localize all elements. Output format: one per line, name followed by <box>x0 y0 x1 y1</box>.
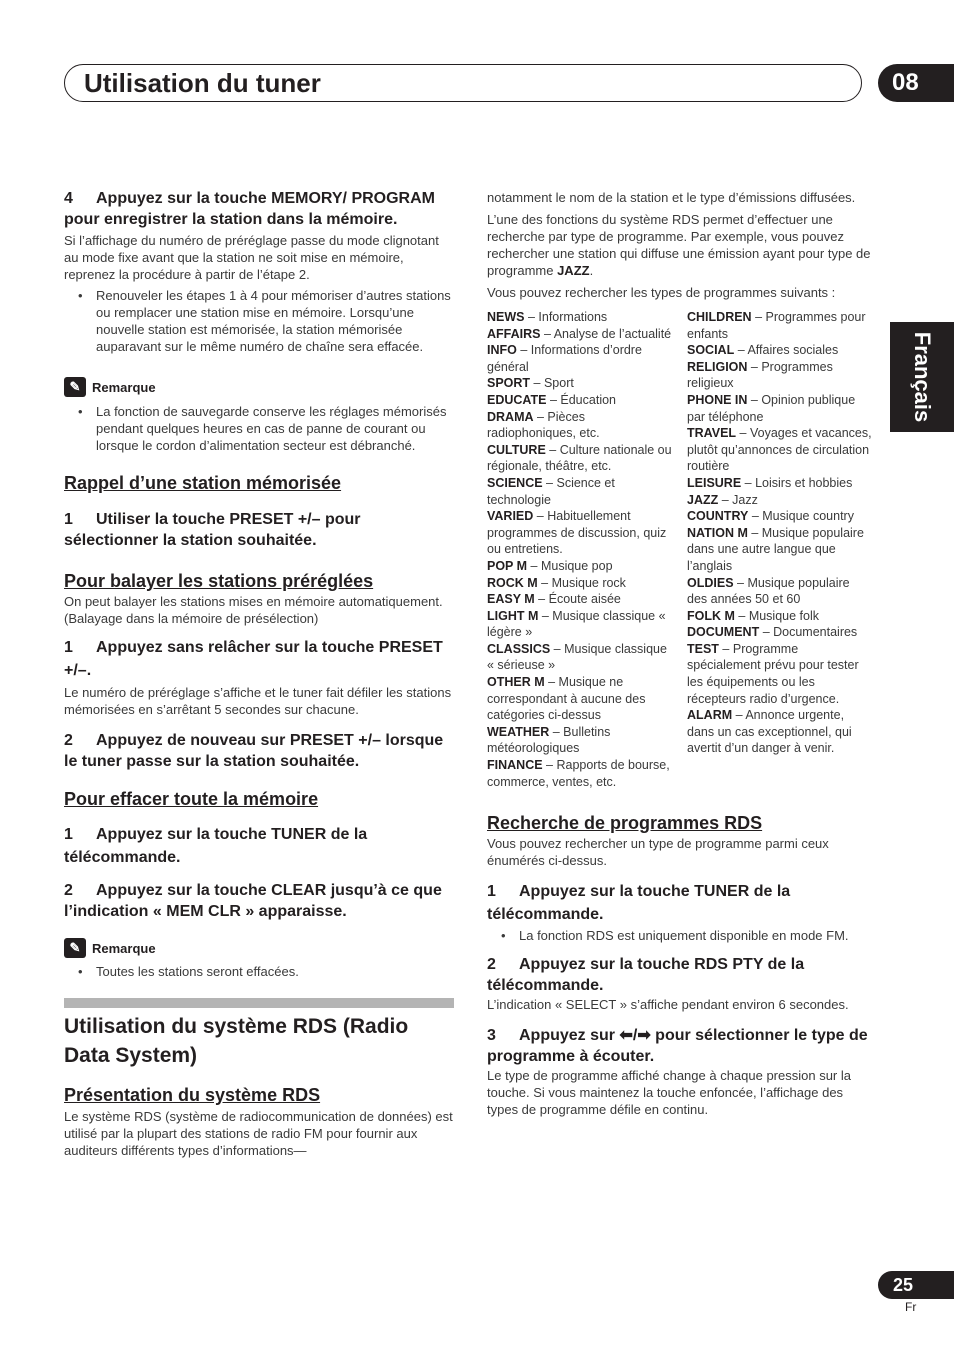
pty-description: – Musique classique « légère » <box>487 608 666 640</box>
pty-code: RELIGION <box>687 359 748 374</box>
note-label: Remarque <box>92 379 156 395</box>
recherche-step-1: 1 Appuyez sur la touche TUNER de la télécommande. <box>487 883 791 924</box>
pty-description: – Musique country <box>748 509 854 524</box>
pty-code: COUNTRY <box>687 509 749 524</box>
pty-description: – Analyse de l’actualité <box>540 326 672 341</box>
pty-description: – Science et technologie <box>487 475 615 507</box>
pty-code: TEST <box>687 641 719 656</box>
pty-description: – Programmes religieux <box>687 359 833 391</box>
pty-code: CHILDREN <box>687 310 752 324</box>
pty-description: – Culture nationale ou régionale, théâtre, etc. <box>487 442 672 474</box>
pty-item <box>487 475 673 508</box>
pty-description: – Musique rock <box>537 575 626 590</box>
page-number: 25 <box>878 1271 954 1299</box>
step-4-body: Si l’affichage du numéro de préréglage passe du mode clignotant au mode fixe avant que la station ne soit mise en mémoire, reprenez la procédure à partir de l’étape 2. <box>64 233 439 282</box>
pty-code: DOCUMENT <box>687 625 760 640</box>
pty-code: OTHER M <box>487 675 545 690</box>
pty-item <box>487 309 673 326</box>
pty-code: ROCK M <box>487 575 538 590</box>
pty-item <box>687 575 873 608</box>
pty-description: – Voyages et vacances, plutôt qu’annonces de circulation routière <box>687 426 872 474</box>
balayer-step-1: 1 Appuyez sans relâcher sur la touche PRESET +/–. <box>64 639 443 679</box>
section-heading-balayer: Pour balayer les stations préréglées <box>64 571 374 591</box>
recherche-step-1-bullets <box>487 927 875 944</box>
pty-item <box>487 442 673 475</box>
recherche-step-3-body: Le type de programme affiché change à chaque pression sur la touche. Si vous maintenez la touche enfoncée, l’affichage des types de programme défile en continu. <box>487 1068 851 1118</box>
note-label: Remarque <box>92 940 156 956</box>
step-4-bullets <box>64 287 454 355</box>
balayer-step-1-body: Le numéro de préréglage s’affiche et le tuner fait défiler les stations mémorisées en s’arrêtant 5 secondes sur chacune. <box>64 685 452 717</box>
rappel-step-1: 1 Utiliser la touche PRESET +/– pour sélectionner la station souhaitée. <box>64 511 361 549</box>
pty-item <box>487 508 673 558</box>
intro-text-2: L’une des fonctions du système RDS permet d’effectuer une recherche par type de programme. Par exemple, vous pouvez rechercher une station qui diffuse une émission ayant pour type de programme JAZZ. <box>487 212 871 278</box>
recherche-step-2-body: L’indication « SELECT » s’affiche pendant environ 6 secondes. <box>487 997 849 1013</box>
pty-item <box>687 641 873 707</box>
pty-item <box>687 492 873 509</box>
pty-code: LIGHT M <box>487 608 539 623</box>
pty-code: WEATHER <box>487 724 550 739</box>
pty-item <box>687 342 873 359</box>
pty-description: – Habituellement programmes de discussion, quiz ou entretiens. <box>487 509 667 557</box>
pty-code: FOLK M <box>687 608 735 623</box>
pty-description: – Programme spécialement prévu pour tester les équipements ou les récepteurs radio d’urgence. <box>687 641 859 706</box>
pty-code: INFO <box>487 343 517 358</box>
pty-code: NEWS <box>487 310 525 324</box>
recherche-step-3: 3 Appuyez sur ⬅/➡ pour sélectionner le type de programme à écouter. <box>487 1027 868 1066</box>
recherche-step-2: 2 Appuyez sur la touche RDS PTY de la télécommande. <box>487 956 805 995</box>
intro-text: notamment le nom de la station et le type d’émissions diffusées. <box>487 190 856 205</box>
pty-description: – Musique folk <box>734 608 819 623</box>
pty-item <box>487 674 673 724</box>
pty-code: CLASSICS <box>487 641 551 656</box>
pty-description: – Musique ne correspondant à aucune des catégories ci-dessus <box>487 675 646 723</box>
left-column <box>64 188 454 1159</box>
note-bullets <box>64 963 454 980</box>
pty-list <box>487 309 875 790</box>
pty-item <box>687 359 873 392</box>
pty-code: OLDIES <box>687 575 734 590</box>
section-heading-recherche: Recherche de programmes RDS <box>487 813 763 834</box>
pty-item <box>687 392 873 425</box>
pty-item <box>487 641 673 674</box>
pencil-icon: ✎ <box>64 377 86 397</box>
list-item: • Toutes les stations seront effacées. <box>64 963 454 980</box>
pty-code: VARIED <box>487 509 534 524</box>
list-item: • La fonction RDS est uniquement disponible en mode FM. <box>487 927 875 944</box>
section-divider <box>64 998 454 1008</box>
note-heading <box>64 377 454 397</box>
pty-item <box>687 309 873 342</box>
pty-description: – Pièces radiophoniques, etc. <box>487 409 600 441</box>
pty-description: – Sport <box>530 376 574 391</box>
pty-column-right <box>687 309 873 790</box>
section-heading-presentation: Présentation du système RDS <box>64 1085 321 1105</box>
intro-text-3: Vous pouvez rechercher les types de programmes suivants : <box>487 285 836 300</box>
pty-description: – Documentaires <box>759 625 858 640</box>
pty-code: NATION M <box>687 525 748 540</box>
pty-item <box>687 425 873 475</box>
page-title: Utilisation du tuner <box>84 68 321 98</box>
list-item: • La fonction de sauvegarde conserve les réglages mémorisés pendant quelques heures en cas de panne de courant ou lorsque le cordon d’alimentation secteur est débranché. <box>64 403 454 454</box>
pty-item <box>487 409 673 442</box>
pty-code: JAZZ <box>687 492 719 507</box>
pty-code: POP M <box>487 558 528 573</box>
pty-code: EASY M <box>487 592 535 607</box>
pty-code: FINANCE <box>487 758 543 773</box>
list-item: • Renouveler les étapes 1 à 4 pour mémoriser d’autres stations ou remplacer une station mise en mémoire. Lorsqu’une nouvelle station est mémorisée, la station mémorisée auparavant sur le même numéro de chaîne sera effacée. <box>64 287 454 355</box>
pty-item <box>687 624 873 641</box>
pty-item <box>487 724 673 757</box>
pty-item <box>687 508 873 525</box>
effacer-step-1: 1 Appuyez sur la touche TUNER de la télécommande. <box>64 826 368 866</box>
pty-description: – Écoute aisée <box>534 592 621 607</box>
presentation-body: Le système RDS (système de radiocommunication de données) est utilisé par la plupart des stations de radio FM pour fournir aux auditeurs différents types d’informations— <box>64 1109 453 1158</box>
pty-code: CULTURE <box>487 442 546 457</box>
effacer-step-2: 2 Appuyez sur la touche CLEAR jusqu’à ce que l’indication « MEM CLR » apparaisse. <box>64 882 442 920</box>
pty-item <box>687 475 873 492</box>
pty-description: – Musique populaire des années 50 et 60 <box>687 575 850 607</box>
pty-item <box>487 392 673 409</box>
note-bullets <box>64 403 454 454</box>
right-column <box>487 189 875 1118</box>
pty-code: EDUCATE <box>487 392 547 407</box>
pty-item <box>487 326 673 343</box>
pty-item <box>487 375 673 392</box>
pty-description: – Jazz <box>718 492 758 507</box>
pty-code: SPORT <box>487 376 531 391</box>
page-language: Fr <box>905 1300 917 1314</box>
step-4: 4 Appuyez sur la touche MEMORY/ PROGRAM pour enregistrer la station dans la mémoire. <box>64 190 435 228</box>
pty-item <box>487 608 673 641</box>
pty-item <box>687 608 873 625</box>
section-heading-effacer: Pour effacer toute la mémoire <box>64 789 319 809</box>
pty-description: – Informations <box>524 310 608 324</box>
pty-description: – Rapports de bourse, commerce, ventes, etc. <box>487 758 670 789</box>
pty-code: SCIENCE <box>487 475 543 490</box>
pty-item <box>687 707 873 757</box>
pty-column-left <box>487 309 673 790</box>
pty-item <box>487 558 673 575</box>
section-heading-rds: Utilisation du système RDS (Radio Data System) <box>64 1015 409 1067</box>
pty-description: – Informations d’ordre général <box>487 343 642 374</box>
pty-code: PHONE IN <box>687 392 748 407</box>
pty-code: SOCIAL <box>687 343 735 358</box>
pty-code: LEISURE <box>687 475 742 490</box>
pty-code: DRAMA <box>487 409 534 424</box>
chapter-badge: 08 <box>878 64 954 102</box>
pty-description: – Opinion publique par téléphone <box>687 392 856 424</box>
language-tab <box>890 322 954 432</box>
pty-description: – Loisirs et hobbies <box>741 475 853 490</box>
pty-item <box>487 575 673 592</box>
pty-description: – Annonce urgente, dans un cas exceptionnel, qui avertit d’un danger à venir. <box>687 708 852 756</box>
language-tab-label: Français <box>910 331 935 423</box>
pty-code: TRAVEL <box>687 426 737 441</box>
pty-description: – Programmes pour enfants <box>687 310 866 341</box>
pty-code: AFFAIRS <box>487 326 541 341</box>
pty-description: – Musique populaire dans une autre langue que l’anglais <box>687 525 864 573</box>
recherche-body: Vous pouvez rechercher un type de programme parmi ceux énumérés ci-dessus. <box>487 836 829 869</box>
pty-description: – Affaires sociales <box>734 343 839 358</box>
note-heading <box>64 938 454 958</box>
pty-description: – Éducation <box>546 392 616 407</box>
pty-item <box>487 757 673 790</box>
pty-item <box>487 342 673 375</box>
pty-description: – Musique pop <box>527 558 613 573</box>
section-heading-rappel: Rappel d’une station mémorisée <box>64 473 342 493</box>
pty-description: – Bulletins météorologiques <box>487 724 611 756</box>
balayer-step-2: 2 Appuyez de nouveau sur PRESET +/– lorsque le tuner passe sur la station souhaitée. <box>64 732 444 770</box>
pencil-icon: ✎ <box>64 938 86 958</box>
pty-code: ALARM <box>687 708 733 723</box>
balayer-body: On peut balayer les stations mises en mémoire automatiquement. (Balayage dans la mémoire de présélection) <box>64 594 443 626</box>
pty-item <box>487 591 673 608</box>
pty-description: – Musique classique « sérieuse » <box>487 641 667 673</box>
pty-item <box>687 525 873 575</box>
